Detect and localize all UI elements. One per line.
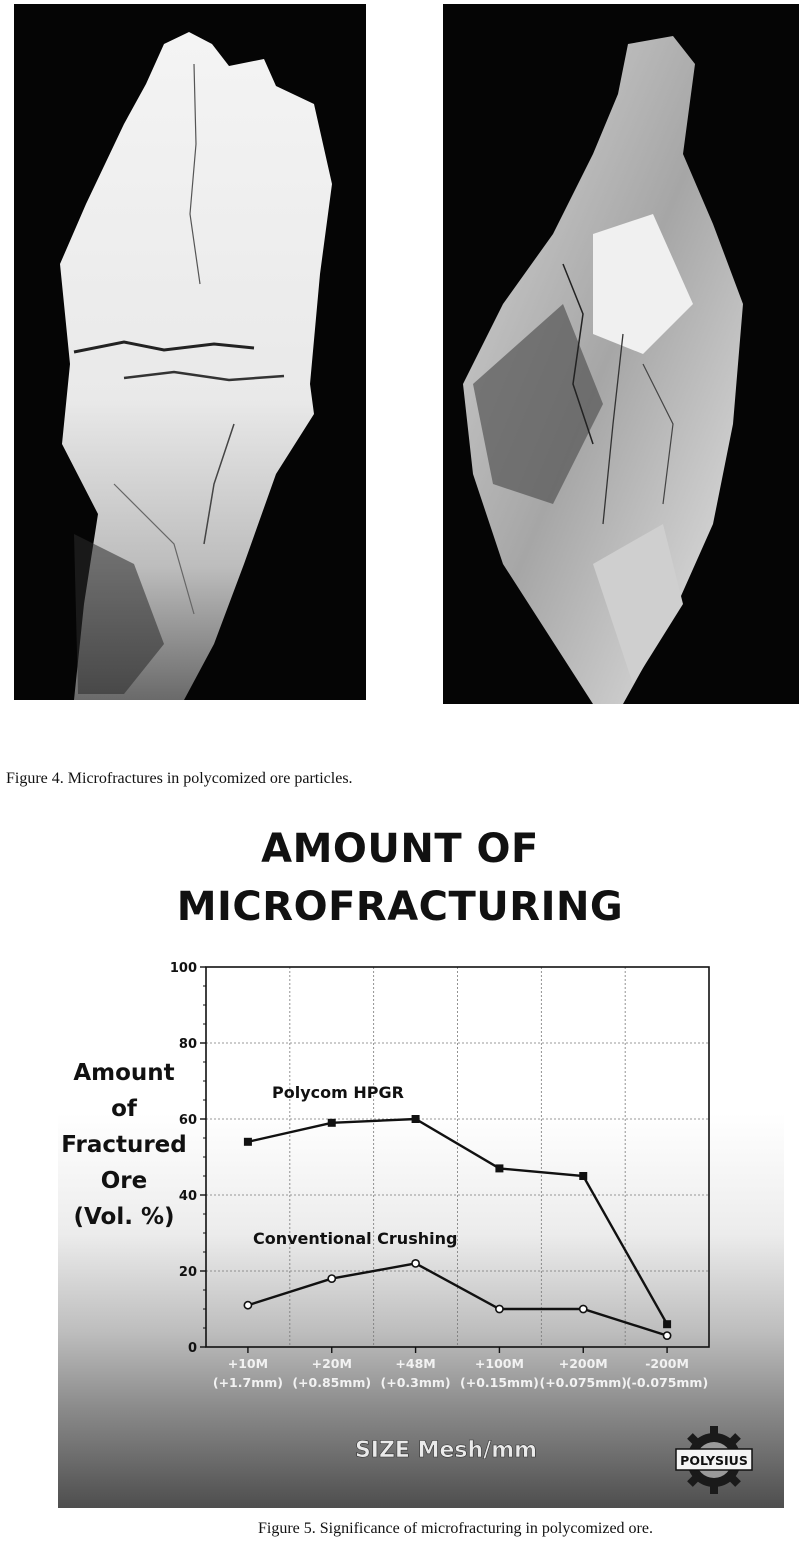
y-tick-label: 100 (169, 961, 197, 976)
chart-title-line-2: MICROFRACTURING (176, 884, 624, 930)
y-axis-label-line-3: Fractured (61, 1132, 187, 1158)
y-axis-label-line-4: Ore (100, 1168, 148, 1194)
data-point-circle (663, 1332, 670, 1339)
x-tick-label: +10M (227, 1356, 269, 1371)
x-tick-label: +20M (311, 1356, 352, 1371)
x-tick-label: +48M (395, 1356, 436, 1371)
y-tick-label: 80 (178, 1037, 197, 1052)
data-point-circle (412, 1260, 419, 1267)
data-point-square (244, 1138, 252, 1146)
series-label-conventional: Conventional Crushing (253, 1229, 458, 1248)
series-line-polycom (248, 1119, 667, 1324)
x-tick-label: -200M (645, 1356, 689, 1371)
logo-text: POLYSIUS (680, 1453, 748, 1468)
data-point-square (495, 1164, 503, 1172)
x-tick-label: +200M (558, 1356, 608, 1371)
data-point-circle (496, 1305, 503, 1312)
x-tick-sublabel: (-0.075mm) (625, 1375, 709, 1390)
figure-4-caption: Figure 4. Microfractures in polycomized ore particles. (6, 770, 353, 787)
x-axis-label: SIZE Mesh/mm (354, 1438, 538, 1463)
data-point-circle (328, 1275, 335, 1282)
figure-5-caption: Figure 5. Significance of microfracturing in polycomized ore. (258, 1520, 653, 1537)
data-point-circle (580, 1305, 587, 1312)
data-point-square (328, 1119, 336, 1127)
y-tick-label: 20 (178, 1265, 197, 1280)
y-tick-label: 40 (178, 1189, 197, 1204)
x-axis-ticks (213, 1347, 708, 1390)
y-axis-label-line-5: (Vol. %) (73, 1204, 175, 1230)
x-tick-sublabel: (+1.7mm) (212, 1375, 283, 1390)
series-label-polycom: Polycom HPGR (272, 1083, 404, 1102)
x-tick-label: +100M (474, 1356, 524, 1371)
y-tick-label: 0 (187, 1341, 197, 1356)
y-tick-label: 60 (178, 1113, 197, 1128)
x-tick-sublabel: (+0.3mm) (380, 1375, 451, 1390)
y-axis-label-line-1: Amount (73, 1060, 175, 1086)
y-axis-ticks (170, 961, 206, 1356)
x-tick-sublabel: (+0.15mm) (460, 1375, 539, 1390)
polysius-logo (674, 1420, 754, 1500)
data-point-square (663, 1320, 671, 1328)
data-point-circle (244, 1302, 251, 1309)
ore-particle-photo-left (14, 4, 366, 700)
ore-particle-photo-right (443, 4, 799, 704)
y-axis-label-line-2: of (111, 1096, 137, 1122)
chart-title-line-1: AMOUNT OF (261, 826, 539, 872)
chart-grid (206, 967, 709, 1347)
x-tick-sublabel: (+0.075mm) (539, 1375, 627, 1390)
data-point-square (412, 1115, 420, 1123)
data-point-square (579, 1172, 587, 1180)
x-tick-sublabel: (+0.85mm) (292, 1375, 372, 1390)
